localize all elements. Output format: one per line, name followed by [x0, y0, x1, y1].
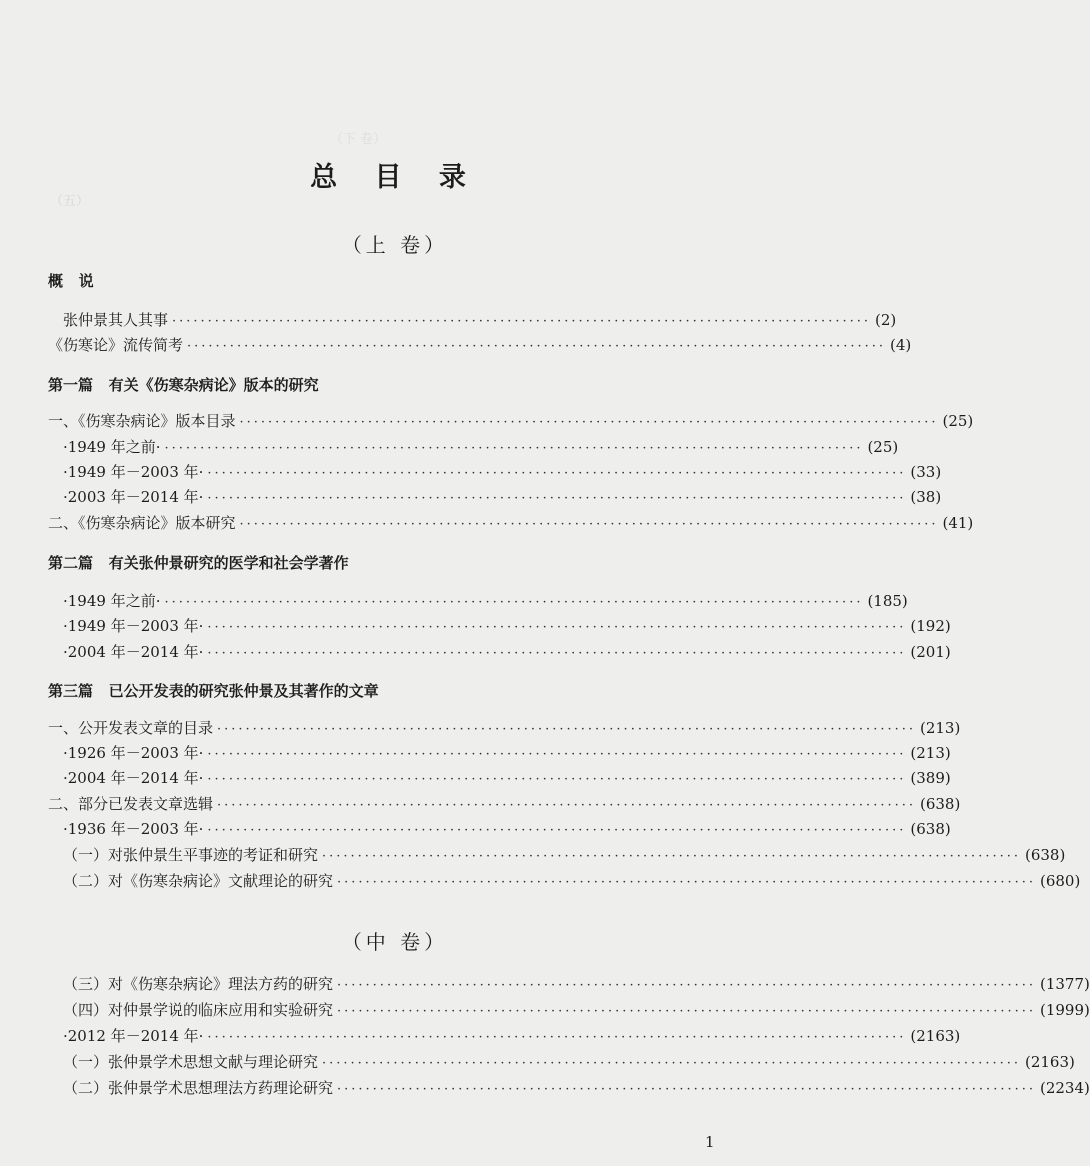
leader-dots: ··································································································	[217, 798, 916, 813]
volume-middle-label: （中 卷）	[341, 930, 449, 954]
entry-label: 张仲景其人其事	[63, 311, 169, 329]
entry-page: (41)	[942, 514, 974, 532]
entry-label: 二、部分已发表文章选辑	[48, 795, 214, 813]
leader-dots: ··································································································	[337, 978, 1036, 993]
leader-dots: ··································································································	[164, 595, 864, 610]
toc-entry[interactable]	[63, 436, 899, 458]
entry-label: ·1949 年－2003 年·	[63, 617, 204, 635]
entry-page: (638)	[1024, 846, 1066, 864]
entry-page: (33)	[910, 463, 942, 481]
entry-page: (2)	[874, 311, 897, 329]
entry-label: 二、《伤寒杂病论》版本研究	[48, 514, 236, 532]
page-title: 总 目 录	[310, 162, 480, 193]
section-heading[interactable]: 第二篇 有关张仲景研究的医学和社会学著作	[48, 554, 349, 572]
overview-heading: 概 说	[48, 272, 94, 290]
entry-page: (2163)	[1024, 1053, 1075, 1071]
leader-dots: ··································································································	[207, 466, 907, 481]
toc-entry[interactable]	[63, 973, 1090, 995]
toc-entry[interactable]	[63, 309, 897, 331]
entry-page: (38)	[910, 488, 942, 506]
toc-entry[interactable]	[63, 1025, 961, 1047]
entry-page: (638)	[910, 820, 951, 838]
entry-label: 《伤寒论》流传简考	[48, 336, 184, 354]
leader-dots: ··································································································	[187, 339, 886, 354]
toc-entry[interactable]	[63, 999, 1090, 1021]
leader-dots: ··································································································	[207, 772, 907, 787]
entry-page: (389)	[910, 769, 951, 787]
toc-entry[interactable]	[63, 742, 951, 764]
entry-label: ·1936 年－2003 年·	[63, 820, 204, 838]
entry-page: (201)	[910, 643, 951, 661]
toc-entry[interactable]	[63, 767, 951, 789]
entry-label: ·2004 年－2014 年·	[63, 643, 204, 661]
entry-label: ·1949 年之前·	[63, 592, 161, 610]
leader-dots: ··································································································	[207, 1030, 907, 1045]
entry-label: ·1926 年－2003 年·	[63, 744, 204, 762]
entry-page: (25)	[942, 412, 974, 430]
toc-entry[interactable]	[63, 590, 908, 612]
leader-dots: ··································································································	[164, 441, 864, 456]
leader-dots: ··································································································	[337, 1082, 1036, 1097]
leader-dots: ··································································································	[207, 646, 907, 661]
toc-entry[interactable]	[63, 844, 1066, 866]
toc-entry[interactable]	[63, 1077, 1090, 1099]
toc-entry[interactable]	[63, 870, 1081, 892]
leader-dots: ··································································································	[207, 747, 907, 762]
leader-dots: ··································································································	[337, 875, 1036, 890]
entry-page: (638)	[919, 795, 961, 813]
entry-label: ·2012 年－2014 年·	[63, 1027, 204, 1045]
bleed-through-text: （五）	[50, 194, 90, 209]
entry-page: (185)	[867, 592, 908, 610]
leader-dots: ··································································································	[337, 1004, 1036, 1019]
leader-dots: ··································································································	[239, 517, 939, 532]
leader-dots: ··································································································	[172, 314, 871, 329]
toc-entry[interactable]	[48, 410, 974, 432]
toc-entry[interactable]	[48, 334, 912, 356]
entry-label: ·2003 年－2014 年·	[63, 488, 204, 506]
leader-dots: ··································································································	[217, 722, 916, 737]
toc-entry[interactable]	[63, 615, 951, 637]
toc-entry[interactable]	[63, 818, 951, 840]
entry-page: (213)	[910, 744, 951, 762]
leader-dots: ··································································································	[207, 491, 907, 506]
entry-page: (2163)	[910, 1027, 961, 1045]
section-heading[interactable]: 第三篇 已公开发表的研究张仲景及其著作的文章	[48, 682, 379, 700]
toc-entry[interactable]	[63, 641, 951, 663]
entry-label: 一、《伤寒杂病论》版本目录	[48, 412, 236, 430]
entry-page: (680)	[1039, 872, 1081, 890]
entry-label: （二）张仲景学术思想理法方药理论研究	[63, 1079, 334, 1097]
toc-entry[interactable]	[48, 512, 974, 534]
section-heading[interactable]: 第一篇 有关《伤寒杂病论》版本的研究	[48, 376, 319, 394]
leader-dots: ··································································································	[207, 620, 907, 635]
leader-dots: ··································································································	[239, 415, 939, 430]
entry-page: (2234)	[1039, 1079, 1090, 1097]
entry-label: ·1949 年之前·	[63, 438, 161, 456]
entry-label: 一、公开发表文章的目录	[48, 719, 214, 737]
toc-entry[interactable]	[48, 717, 961, 739]
toc-entry[interactable]	[63, 461, 942, 483]
entry-label: （三）对《伤寒杂病论》理法方药的研究	[63, 975, 334, 993]
entry-label: ·2004 年－2014 年·	[63, 769, 204, 787]
toc-entry[interactable]	[63, 1051, 1075, 1073]
volume-upper-label: （上 卷）	[341, 233, 449, 257]
page-number: 1	[705, 1133, 715, 1151]
entry-page: (25)	[867, 438, 899, 456]
leader-dots: ··································································································	[322, 849, 1021, 864]
entry-page: (192)	[910, 617, 951, 635]
entry-page: (1999)	[1039, 1001, 1090, 1019]
entry-page: (4)	[889, 336, 912, 354]
entry-label: （四）对仲景学说的临床应用和实验研究	[63, 1001, 334, 1019]
entry-label: （一）张仲景学术思想文献与理论研究	[63, 1053, 319, 1071]
bleed-through-text: （下 卷）	[330, 132, 387, 147]
leader-dots: ··································································································	[322, 1056, 1021, 1071]
entry-label: （二）对《伤寒杂病论》文献理论的研究	[63, 872, 334, 890]
entry-page: (213)	[919, 719, 961, 737]
leader-dots: ··································································································	[207, 823, 907, 838]
entry-label: （一）对张仲景生平事迹的考证和研究	[63, 846, 319, 864]
toc-entry[interactable]	[48, 793, 961, 815]
entry-page: (1377)	[1039, 975, 1090, 993]
entry-label: ·1949 年－2003 年·	[63, 463, 204, 481]
toc-entry[interactable]	[63, 486, 942, 508]
